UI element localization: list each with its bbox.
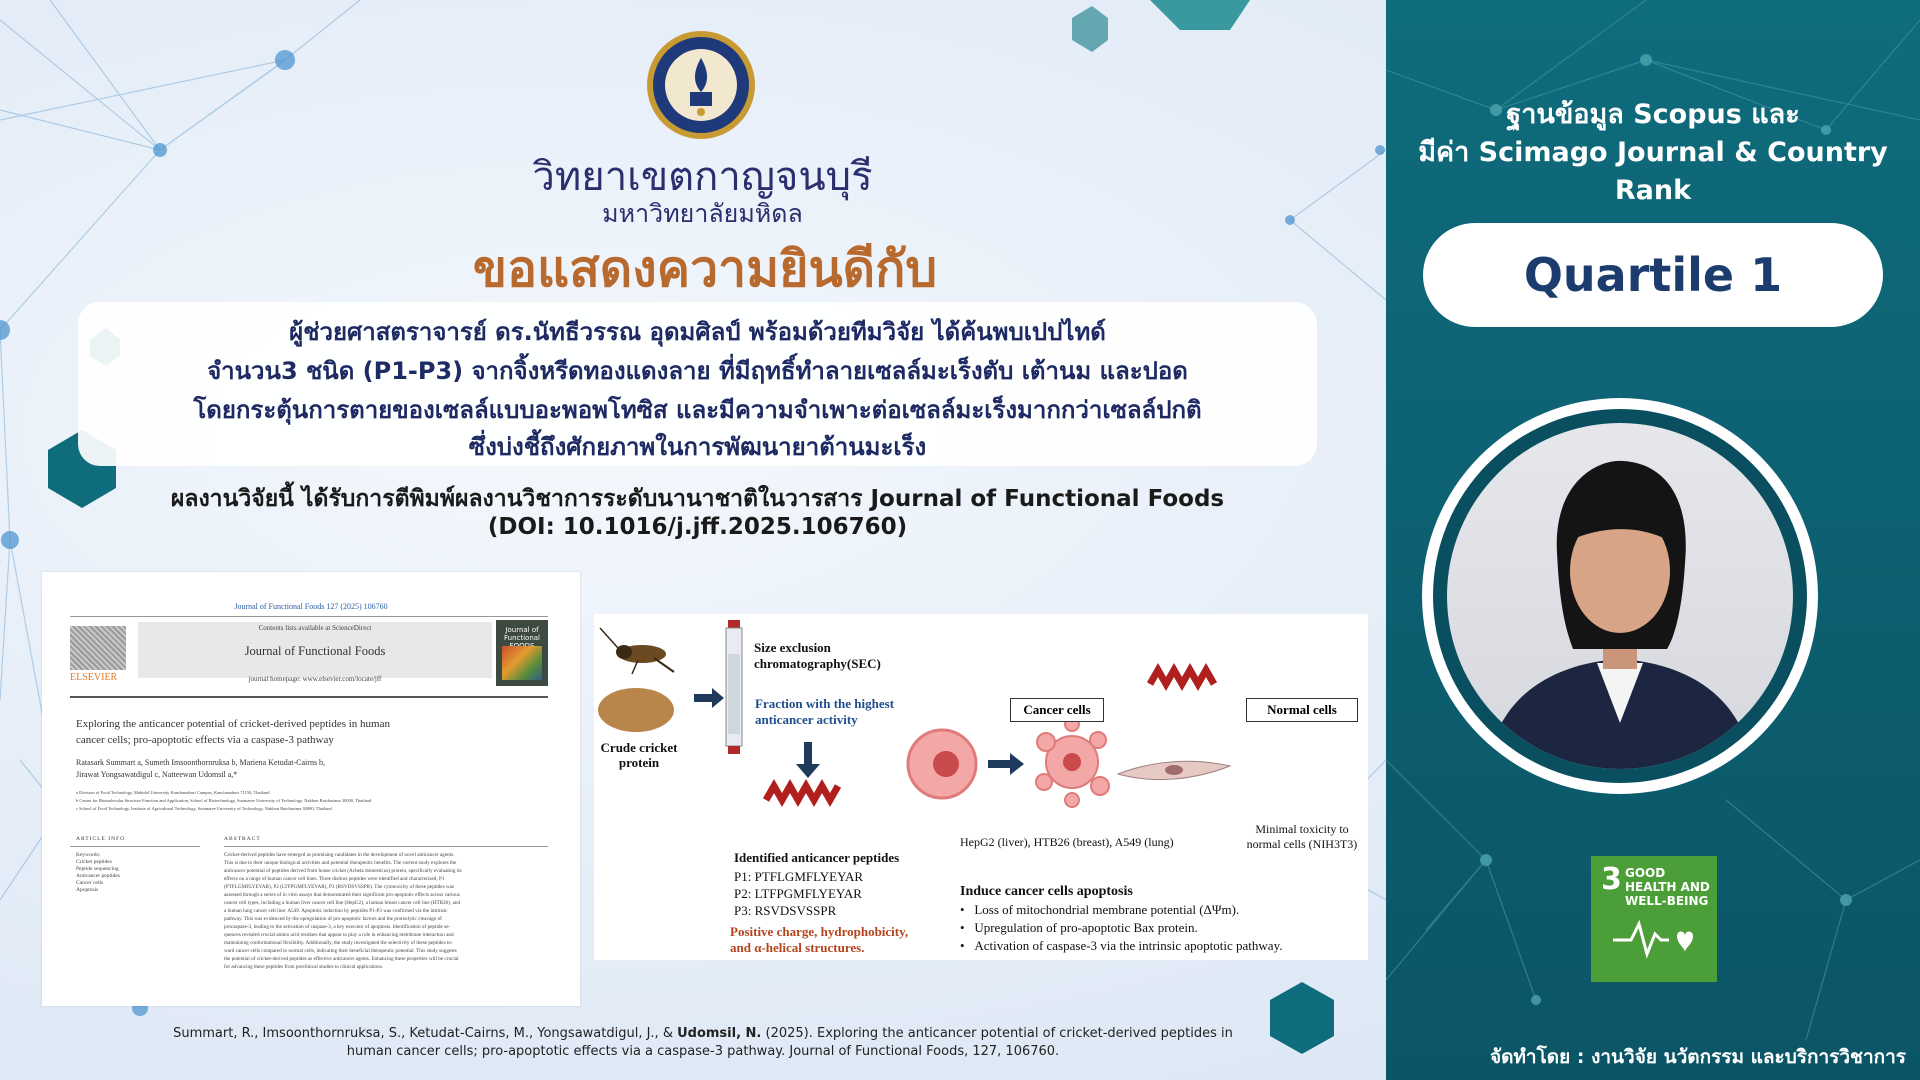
- sdg-label: GOOD HEALTH AND WELL-BEING: [1625, 866, 1710, 908]
- right-arrow-icon: [694, 688, 724, 708]
- journal-cover-title: Journal of Functional: [503, 626, 540, 642]
- graphical-abstract: [594, 614, 1368, 960]
- heartbeat-icon: [1611, 914, 1697, 960]
- protein-powder-icon: [598, 688, 674, 732]
- paper-first-page-preview: [42, 572, 580, 1006]
- ga-fraction-label: [755, 696, 894, 728]
- paper-keyword: Cancer cells: [76, 880, 104, 886]
- paper-keyword: Keywords:: [76, 852, 101, 858]
- ga-properties-line: and α-helical structures.: [730, 940, 865, 955]
- ga-properties: [730, 924, 908, 956]
- university-seal-logo: [646, 30, 756, 140]
- university-name: มหาวิทยาลัยมหิดล: [602, 199, 803, 228]
- cell-nucleus: [1165, 765, 1183, 775]
- paper-contents-line: Contents lists available at ScienceDirect: [258, 624, 372, 632]
- paper-abstract-line: ward cancer cells compared to normal cells, indicating their beneficial therapeutic potential. This study suggests: [224, 948, 457, 954]
- paper-abstract-line: for advancing these peptides from preclinical studies to clinical applications.: [224, 964, 384, 970]
- citation-authors: Summart, R., Imsoonthornruksa, S., Ketudat-Cairns, M., Yongsawatdigul, J., &: [173, 1026, 678, 1041]
- ga-induce-heading: Induce cancer cells apoptosis: [960, 884, 1133, 899]
- ga-sec-line: chromatography(SEC): [754, 656, 881, 671]
- elsevier-tree-logo: [70, 626, 126, 670]
- ga-peptide: P3: RSVDSVSSPR: [734, 903, 837, 918]
- paper-abstract-heading: ABSTRACT: [224, 836, 261, 842]
- ga-normal-cells-box: Normal cells: [1246, 698, 1358, 722]
- citation-title: (2025). Exploring the anticancer potential of cricket-derived peptides in: [761, 1026, 1233, 1041]
- research-description-box: [78, 302, 1317, 466]
- paper-abstract-line: (PTFLGMFLYEYAR), P2 (LTFPGMFLYEYAR), P3 (RSVDSVSSPR). The cytotoxicity of these peptides was: [224, 884, 454, 890]
- ga-bullet: • Activation of caspase-3 via the intrinsic apoptotic pathway.: [960, 938, 1283, 953]
- ga-minimal-line: normal cells (NIH3T3): [1246, 837, 1358, 851]
- cricket-icon: [600, 628, 674, 674]
- paper-abstract-line: effects on a range of human cancer cell lines. Three distinct peptides were identified and characterized, P1: [224, 876, 445, 882]
- paper-rule: [70, 616, 548, 617]
- paper-article-info-heading: ARTICLE INFO: [76, 836, 126, 842]
- paper-rule: [224, 846, 548, 847]
- paper-abstract-line: assessed through a series of in vitro assays that demonstrated their significant pro-apoptotic effects across various: [224, 892, 460, 898]
- journal-cover-art: [502, 646, 542, 680]
- sdg-3-badge: [1591, 856, 1717, 982]
- congratulations-heading: ขอแสดงความยินดีกับ: [472, 240, 938, 298]
- journal-cover-thumbnail: [496, 620, 548, 686]
- database-line-2: มีค่า Scimago Journal & Country Rank: [1418, 137, 1888, 206]
- ga-bullet: • Loss of mitochondrial membrane potential (ΔΨm).: [960, 902, 1240, 917]
- ga-bullet-text: Loss of mitochondrial membrane potential (ΔΨm).: [974, 902, 1240, 917]
- paper-abstract-line: This is due to their unique biological activities and potential therapeutic benefits. The current study explores the: [224, 860, 457, 866]
- description-line: โดยกระตุ้นการตายของเซลล์แบบอะพอพโทซิส และมีความจำเพาะต่อเซลล์มะเร็งมากกว่าเซลล์ปกติ: [193, 396, 1202, 424]
- ga-sec-label: [754, 640, 881, 672]
- paper-abstract-line: maintaining conformational flexibility. Additionally, the study investigated the selectivity of these peptides to-: [224, 940, 453, 946]
- portrait-illustration: [1447, 423, 1793, 769]
- peptide-ribbon-icon: [1150, 670, 1214, 684]
- publication-doi: (DOI: 10.1016/j.jff.2025.106760): [487, 514, 908, 540]
- paper-authors: Ratasark Summart a, Sumeth Imsoonthornruksa b, Mariena Ketudat-Cairns b,: [76, 758, 326, 767]
- paper-affiliation: b Center for Biomolecular Structure Function and Application, School of Biotechnology, Suranaree University of Technology, Nakhon Ratchasima 30000, Thailand: [76, 798, 372, 803]
- ga-fraction-line: anticancer activity: [755, 712, 858, 727]
- citation-line: [170, 1026, 1236, 1041]
- database-line-1: ฐานข้อมูล Scopus และ: [1506, 99, 1800, 130]
- description-line: ซึ่งบ่งชี้ถึงศักยภาพในการพัฒนายาต้านมะเร็ง: [468, 433, 927, 461]
- ga-crude-label: [596, 740, 682, 770]
- researcher-photo-frame: [1422, 398, 1818, 794]
- paper-abstract-line: the potential of cricket-derived peptides as effective anticancer agents. Enhancing these properties will be crucial: [224, 956, 459, 962]
- paper-article-title: Exploring the anticancer potential of cricket-derived peptides in human: [76, 718, 390, 730]
- paper-abstract-line: anticancer potential of peptides derived from house cricket (Acheta domesticus) protein, specifically evaluating its: [224, 868, 462, 874]
- photo-border: [1433, 409, 1807, 783]
- paper-journal-title: Journal of Functional Foods: [244, 644, 386, 658]
- ga-properties-line: Positive charge, hydrophobicity,: [730, 924, 909, 939]
- paper-keyword: Peptide sequencing: [76, 866, 119, 872]
- paper-abstract-line: pathway. This was evidenced by the upregulation of pro-apoptotic factors and the proteolytic cleavage of: [224, 916, 442, 922]
- description-line: ผู้ช่วยศาสตราจารย์ ดร.นัทธีวรรณ อุดมศิลป์ พร้อมด้วยทีมวิจัย ได้ค้นพบเปปไทด์: [289, 318, 1106, 346]
- cell-nucleus: [1063, 753, 1081, 771]
- paper-keyword: Cricket peptides: [76, 859, 112, 865]
- ga-peptide: P2: LTFPGMFLYEYAR: [734, 886, 862, 901]
- description-line: จำนวน3 ชนิด (P1-P3) จากจิ้งหรีดทองแดงลาย ที่มีฤทธิ์ทำลายเซลล์มะเร็งตับ เต้านม และปอด: [207, 357, 1188, 385]
- paper-affiliation: a Division of Food Technology, Mahidol University Kanchanaburi Campus, Kanchanaburi 71150, Thailand: [76, 790, 270, 795]
- ga-cell-lines: HepG2 (liver), HTB26 (breast), A549 (lung): [960, 835, 1174, 849]
- paper-affiliation: c School of Food Technology, Institute of Agricultural Technology, Suranaree University of Technology, Nakhon Ratchasima 30000, Thailand: [76, 806, 332, 811]
- ga-bullet: • Upregulation of pro-apoptotic Bax protein.: [960, 920, 1198, 935]
- quartile-label: Quartile 1: [1523, 248, 1783, 302]
- researcher-photo: [1447, 423, 1793, 769]
- paper-abstract-line: Cricket-derived peptides have emerged as promising candidates in the development of novel anticancer agents.: [224, 852, 455, 858]
- ga-fraction-line: Fraction with the highest: [755, 696, 895, 711]
- ga-bullet-text: Upregulation of pro-apoptotic Bax protein.: [974, 920, 1198, 935]
- right-panel: [1386, 0, 1920, 1080]
- paper-authors: Jirawat Yongsawatdigul c, Natteewan Udomsil a,*: [76, 770, 238, 779]
- cell-nucleus: [933, 751, 959, 777]
- paper-homepage: journal homepage: www.elsevier.com/locate/jff: [248, 675, 382, 683]
- paper-publisher: ELSEVIER: [70, 672, 118, 683]
- faculty-name: วิทยาเขตกาญจนบุรี: [532, 154, 873, 200]
- paper-rule: [70, 846, 200, 847]
- ga-minimal-line: Minimal toxicity to: [1255, 822, 1349, 836]
- paper-rule: [70, 696, 548, 698]
- quartile-badge: [1423, 223, 1883, 327]
- ga-identified-heading: Identified anticancer peptides: [734, 850, 900, 865]
- ga-peptide: P1: PTFLGMFLYEYAR: [734, 869, 864, 884]
- ga-sec-line: Size exclusion: [754, 640, 831, 655]
- right-arrow-icon: [988, 753, 1024, 775]
- paper-abstract-line: quences revealed crucial amino acid residues that appear to play a role in enhancing membrane interaction and: [224, 932, 454, 938]
- ga-bullet-text: Activation of caspase-3 via the intrinsic apoptotic pathway.: [974, 938, 1283, 953]
- ga-cancer-cells-box: Cancer cells: [1010, 698, 1104, 722]
- ga-crude-line: Crude cricket: [600, 740, 678, 755]
- publication-statement: ผลงานวิจัยนี้ ได้รับการตีพิมพ์ผลงานวิชาการระดับนานาชาติในวารสาร Journal of Functional Foods: [170, 486, 1225, 512]
- paper-keyword: Anticancer peptides: [76, 873, 120, 879]
- paper-journal-citation: Journal of Functional Foods 127 (2025) 106760: [234, 602, 388, 611]
- peptide-ribbon-icon: [766, 786, 838, 800]
- paper-abstract-line: a human lung cancer cell line: A549. Apoptotic induction by peptides P1-P3 was confirmed via the intrinsic: [224, 908, 448, 914]
- sec-column-icon: [726, 620, 742, 754]
- paper-abstract-line: procaspase-3, leading to the activation of caspase-3, a key executor of apoptosis. Identification of peptide se-: [224, 924, 451, 930]
- ga-crude-line: protein: [618, 755, 660, 770]
- ga-minimal-toxicity: [1238, 822, 1366, 852]
- citation-line: human cancer cells; pro-apoptotic effects via a caspase-3 pathway. Journal of Functional Foods, 127, 106760.: [346, 1044, 1060, 1059]
- paper-article-title: cancer cells; pro-apoptotic effects via a caspase-3 pathway: [76, 734, 334, 746]
- down-arrow-icon: [796, 742, 820, 778]
- paper-abstract-line: cancer cell types, including a human liver cancer cell line (HepG2), a human breast cancer cell line (HTB26), and: [224, 900, 461, 906]
- citation-highlight-author: Udomsil, N.: [677, 1026, 762, 1041]
- organizer-credit: จัดทำโดย : งานวิจัย นวัตกรรม และบริการวิชาการ: [1489, 1046, 1906, 1068]
- sdg-number: 3: [1601, 862, 1622, 897]
- paper-keyword: Apoptosis: [76, 887, 99, 893]
